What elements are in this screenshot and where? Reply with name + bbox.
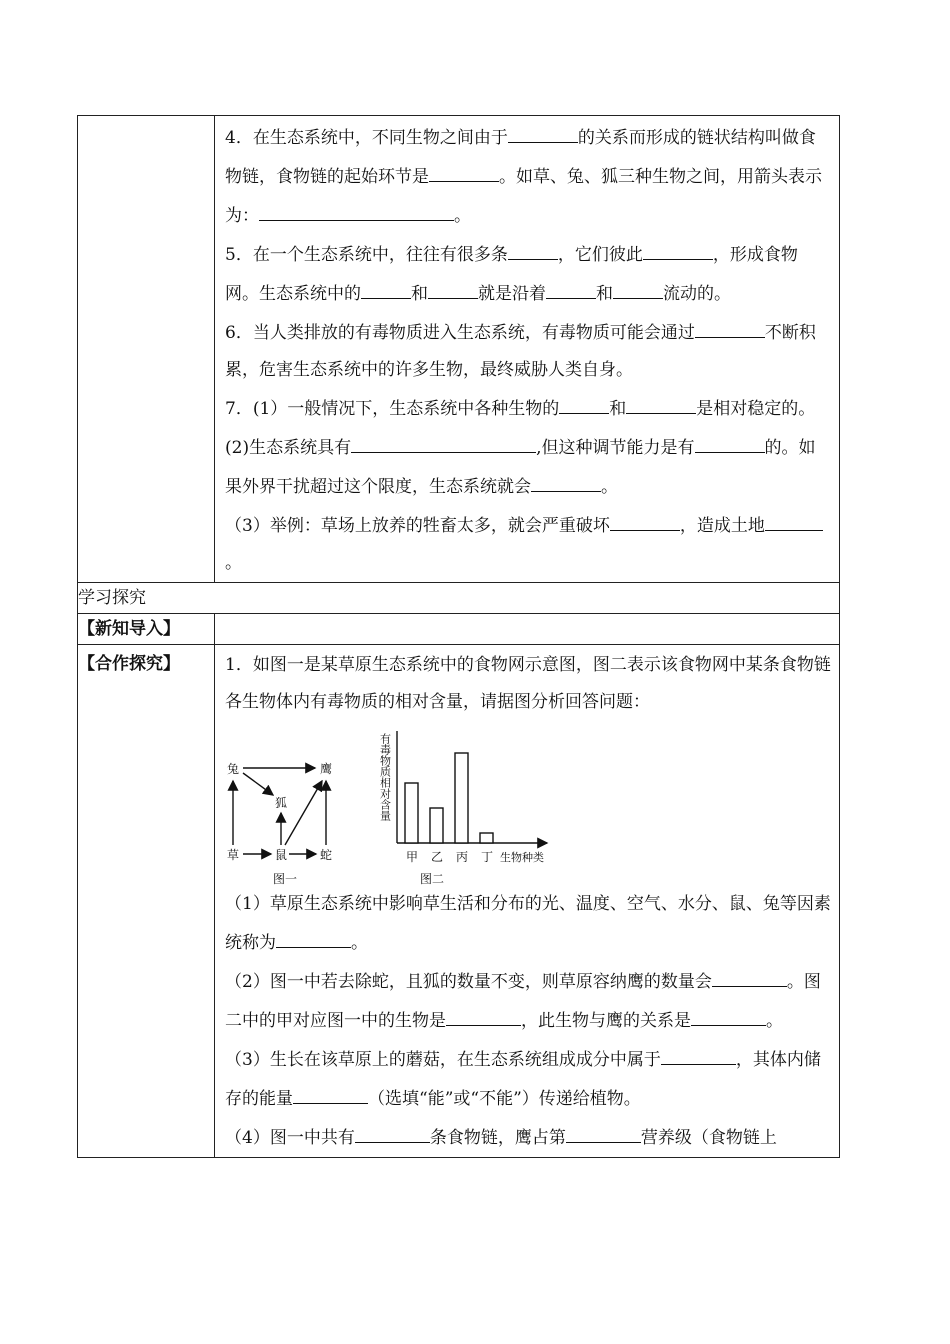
bar-1: [430, 808, 443, 843]
left-empty-cell: [78, 116, 215, 583]
blank[interactable]: [259, 196, 454, 221]
blank[interactable]: [429, 157, 499, 182]
blank[interactable]: [355, 1118, 430, 1143]
node-hawk: 鹰: [320, 762, 333, 776]
tick-label-2: 丙: [456, 850, 469, 864]
blank[interactable]: [661, 1040, 736, 1065]
question-7: 7．(1）一般情况下，生态系统中各种生物的 和 是相对稳定的。: [225, 389, 831, 428]
question-7-part-2: (2)生态系统具有 ,但这种调节能力是有 的。如果外界干扰超过这个限度，生态系统就会 。: [225, 428, 831, 506]
section-cooperative: 【合作探究】: [78, 645, 215, 1158]
food-web-caption: 图一: [273, 872, 298, 886]
blank[interactable]: [428, 274, 478, 299]
tick-label-0: 甲: [406, 850, 419, 864]
blank[interactable]: [695, 313, 765, 338]
arrow-mouse-hawk: [285, 781, 322, 845]
food-web-arrows: [233, 768, 326, 854]
bar-chart: [379, 731, 548, 886]
node-grass: 草: [227, 848, 240, 862]
section-new-knowledge: 【新知导入】: [78, 614, 215, 645]
figures: [225, 721, 831, 886]
blank[interactable]: [351, 428, 536, 453]
blank[interactable]: [361, 274, 411, 299]
arrow-rabbit-fox: [243, 773, 273, 795]
blank[interactable]: [695, 428, 765, 453]
exercise-q3: （3）生长在该草原上的蘑菇，在生态系统组成成分中属于 ，其体内储存的能量 （选填“能”或“不能”）传递给植物。: [225, 1040, 831, 1118]
exercise-intro: 1．如图一是某草原生态系统中的食物网示意图，图二表示该食物网中某条食物链各生物体内有毒物质的相对含量，请据图分析回答问题：: [225, 655, 831, 712]
worksheet-table: [77, 115, 840, 1158]
node-fox: 狐: [275, 796, 288, 810]
blank[interactable]: [626, 389, 696, 414]
blank[interactable]: [765, 506, 823, 531]
question-5: 5．在一个生态系统中，往往有很多条 ，它们彼此 ，形成食物网。生态系统中的 和 就是沿着 和 流动的。: [225, 235, 831, 313]
blank[interactable]: [531, 467, 601, 492]
blank[interactable]: [508, 235, 558, 260]
chart-ylabel: 有毒物质相对含量: [378, 733, 392, 821]
node-mouse: 鼠: [275, 848, 288, 862]
exercise-q4: （4）图一中共有 条食物链，鹰占第 营养级（食物链上: [225, 1118, 831, 1157]
question-7-part-3: （3）举例：草场上放养的牲畜太多，就会严重破坏 ，造成土地。: [225, 506, 831, 582]
blank[interactable]: [559, 389, 609, 414]
blank[interactable]: [508, 118, 578, 143]
review-questions-cell: [215, 116, 840, 583]
bar-2: [455, 753, 468, 843]
question-4: 4．在生态系统中，不同生物之间由于 的关系而形成的链状结构叫做食物链，食物链的起始环节是 。如草、兔、狐三种生物之间，用箭头表示为： 。: [225, 118, 831, 235]
node-snake: 蛇: [320, 848, 333, 862]
blank[interactable]: [446, 1001, 521, 1026]
section-study: 学习探究: [78, 583, 840, 614]
tick-label-1: 乙: [431, 850, 444, 864]
figures-svg: [225, 721, 565, 886]
blank[interactable]: [293, 1079, 368, 1104]
exercise-q2: （2）图一中若去除蛇，且狐的数量不变，则草原容纳鹰的数量会 。图二中的甲对应图一中的生物是 ，此生物与鹰的关系是 。: [225, 962, 831, 1040]
blank[interactable]: [610, 506, 680, 531]
blank[interactable]: [712, 962, 787, 987]
chart-caption: 图二: [420, 872, 445, 886]
blank[interactable]: [691, 1001, 766, 1026]
exercise-cell: [215, 645, 840, 1158]
blank[interactable]: [643, 235, 713, 260]
chart-xlabel: 生物种类: [500, 851, 544, 864]
node-rabbit: 兔: [227, 762, 240, 776]
bar-3: [480, 833, 493, 843]
blank[interactable]: [276, 923, 351, 948]
blank[interactable]: [613, 274, 663, 299]
blank[interactable]: [566, 1118, 641, 1143]
exercise-q1: （1）草原生态系统中影响草生活和分布的光、温度、空气、水分、鼠、兔等因素统称为 。: [225, 894, 831, 953]
blank[interactable]: [546, 274, 596, 299]
new-knowledge-content: [215, 614, 840, 645]
bar-0: [405, 783, 418, 843]
question-6: 6．当人类排放的有毒物质进入生态系统，有毒物质可能会通过 不断积累，危害生态系统中的许多生物，最终威胁人类自身。: [225, 313, 831, 389]
tick-label-3: 丁: [481, 850, 494, 864]
